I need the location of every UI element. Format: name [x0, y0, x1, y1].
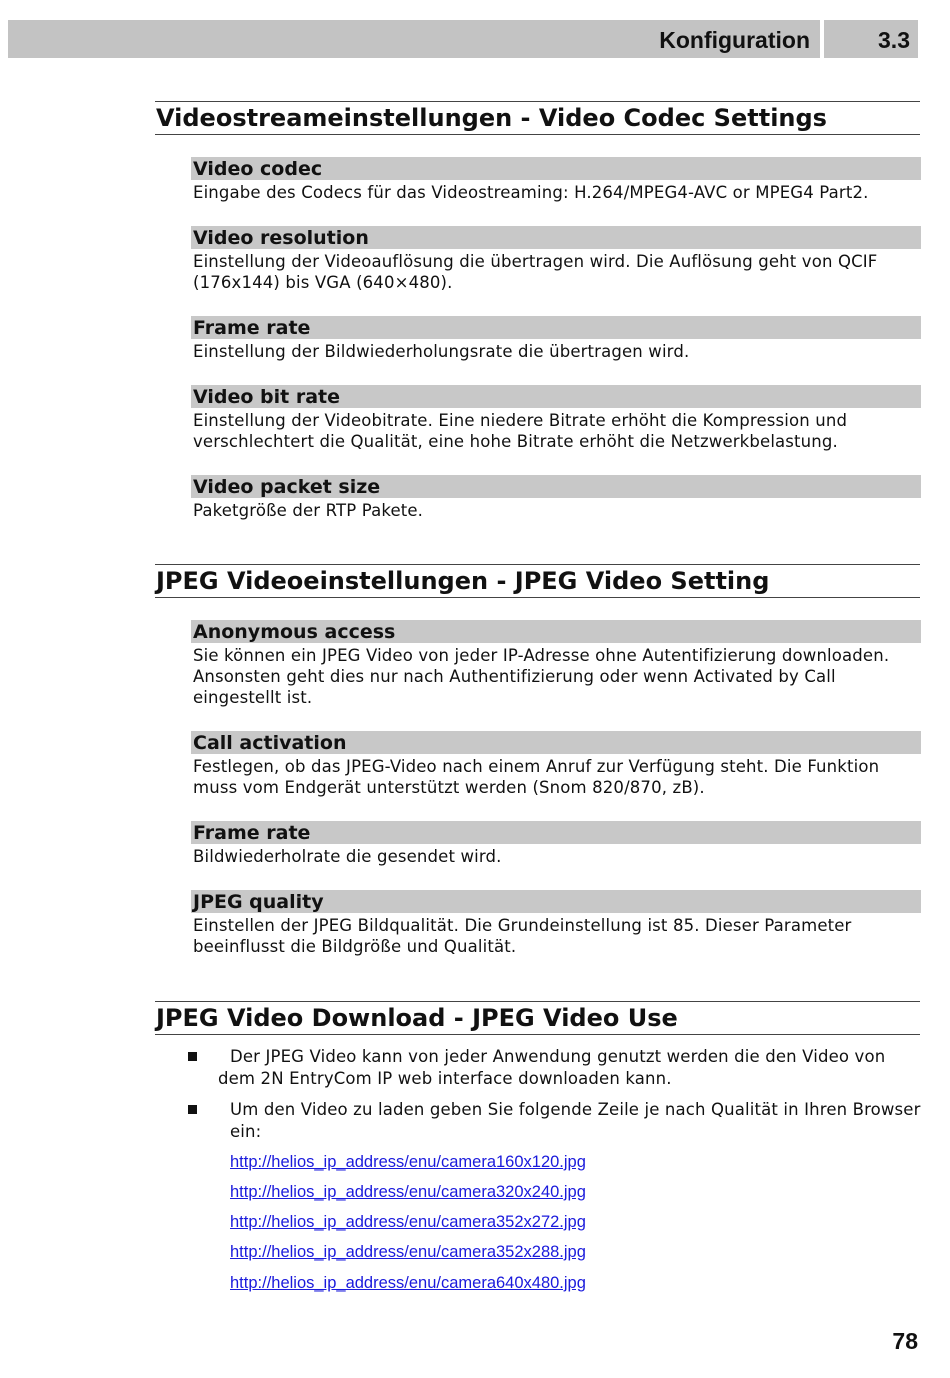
- camera-link-352x288[interactable]: http://helios_ip_address/enu/camera352x288.jpg: [230, 1243, 586, 1261]
- setting-heading: Frame rate: [191, 821, 921, 844]
- header-section-number: 3.3: [824, 20, 918, 58]
- setting-description: Einstellung der Videobitrate. Eine niedere Bitrate erhöht die Kompression und verschlechtert die Qualität, eine hohe Bitrate erhöht die Netzwerkbelastung.: [193, 411, 848, 451]
- bullet-square-icon: [188, 1052, 197, 1061]
- page-header: [8, 20, 918, 58]
- bullet-text: Der JPEG Video kann von jeder Anwendung genutzt werden die den Video von dem 2N EntryCom IP web interface downloaden kann.: [218, 1047, 886, 1088]
- header-title: Konfiguration: [8, 20, 820, 58]
- setting-heading: Frame rate: [191, 316, 921, 339]
- camera-link-352x272[interactable]: http://helios_ip_address/enu/camera352x272.jpg: [230, 1213, 586, 1231]
- setting-video-resolution: [191, 226, 921, 293]
- section-title-jpeg-video-setting: JPEG Videoeinstellungen - JPEG Video Setting: [155, 564, 920, 598]
- setting-description: Festlegen, ob das JPEG-Video nach einem Anruf zur Verfügung steht. Die Funktion muss vom Endgerät unterstützt werden (Snom 820/870, zB).: [193, 757, 880, 797]
- camera-link-320x240[interactable]: http://helios_ip_address/enu/camera320x240.jpg: [230, 1183, 586, 1201]
- camera-link-160x120[interactable]: http://helios_ip_address/enu/camera160x120.jpg: [230, 1153, 586, 1171]
- setting-description: Eingabe des Codecs für das Videostreaming: H.264/MPEG4-AVC or MPEG4 Part2.: [193, 183, 869, 202]
- setting-frame-rate: [191, 316, 921, 362]
- setting-heading: Call activation: [191, 731, 921, 754]
- setting-heading: Video packet size: [191, 475, 921, 498]
- section-title-jpeg-video-use: JPEG Video Download - JPEG Video Use: [155, 1001, 920, 1035]
- setting-description: Einstellen der JPEG Bildqualität. Die Grundeinstellung ist 85. Dieser Parameter beeinflusst die Bildgröße und Qualität.: [193, 916, 852, 956]
- bullet-text: Um den Video zu laden geben Sie folgende Zeile je nach Qualität in Ihren Browser ein:: [230, 1100, 921, 1141]
- setting-description: Sie können ein JPEG Video von jeder IP-Adresse ohne Autentifizierung downloaden. Ansonsten geht dies nur nach Authentifizierung oder wenn Activated by Call eingestellt ist.: [193, 646, 890, 707]
- setting-video-codec: [191, 157, 921, 203]
- setting-heading: JPEG quality: [191, 890, 921, 913]
- camera-link-640x480[interactable]: http://helios_ip_address/enu/camera640x480.jpg: [230, 1274, 586, 1292]
- setting-description: Paketgröße der RTP Pakete.: [193, 501, 424, 520]
- setting-anonymous-access: [191, 620, 921, 708]
- setting-video-packet-size: [191, 475, 921, 521]
- bullet-item: [188, 1046, 923, 1092]
- setting-video-bit-rate: [191, 385, 921, 452]
- setting-description: Einstellung der Videoauflösung die übertragen wird. Die Auflösung geht von QCIF (176x144) bis VGA (640×480).: [193, 252, 878, 292]
- setting-description: Bildwiederholrate die gesendet wird.: [193, 847, 502, 866]
- page-number: 78: [892, 1328, 918, 1354]
- setting-description: Einstellung der Bildwiederholungsrate die übertragen wird.: [193, 342, 690, 361]
- setting-heading: Anonymous access: [191, 620, 921, 643]
- section-title-video-codec-settings: Videostreameinstellungen - Video Codec Settings: [155, 101, 920, 135]
- setting-heading: Video resolution: [191, 226, 921, 249]
- setting-jpeg-frame-rate: [191, 821, 921, 867]
- setting-heading: Video bit rate: [191, 385, 921, 408]
- setting-heading: Video codec: [191, 157, 921, 180]
- setting-call-activation: [191, 731, 921, 798]
- bullet-item: [188, 1099, 923, 1145]
- bullet-square-icon: [188, 1105, 197, 1114]
- setting-jpeg-quality: [191, 890, 921, 957]
